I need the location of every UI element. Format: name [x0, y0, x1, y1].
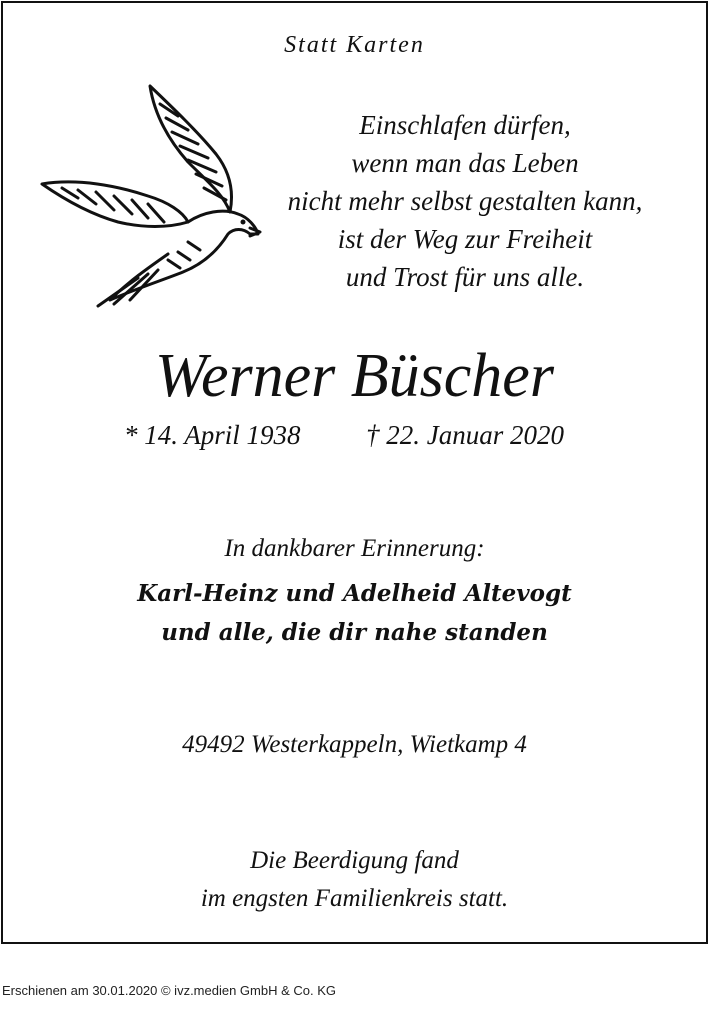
poem-line: ist der Weg zur Freiheit — [337, 224, 593, 254]
family-line: und alle, die dir nahe standen — [161, 619, 548, 646]
poem-line: und Trost für uns alle. — [345, 262, 585, 292]
poem-line: nicht mehr selbst gestalten kann, — [287, 186, 643, 216]
family-line: Karl-Heinz und Adelheid Altevogt — [137, 580, 572, 607]
address: 49492 Westerkappeln, Wietkamp 4 — [182, 731, 527, 758]
poem-line: Einschlafen dürfen, — [359, 110, 571, 140]
birth-date: * 14. April 1938 — [124, 420, 301, 450]
deceased-name: Werner Büscher — [155, 342, 554, 410]
funeral-line: im engsten Familienkreis statt. — [200, 885, 509, 912]
dove-icon — [38, 82, 262, 310]
memory-line: In dankbarer Erinnerung: — [224, 535, 485, 562]
family-names — [0, 574, 709, 652]
poem-line: wenn man das Leben — [351, 148, 579, 178]
funeral-line: Die Beerdigung fand — [250, 847, 459, 874]
funeral-note — [0, 842, 709, 918]
death-date: † 22. Januar 2020 — [366, 420, 564, 450]
header-statt-karten: Statt Karten — [284, 32, 425, 58]
poem — [260, 106, 670, 296]
publication-footer: Erschienen am 30.01.2020 © ivz.medien GmbH & Co. KG — [2, 983, 337, 998]
